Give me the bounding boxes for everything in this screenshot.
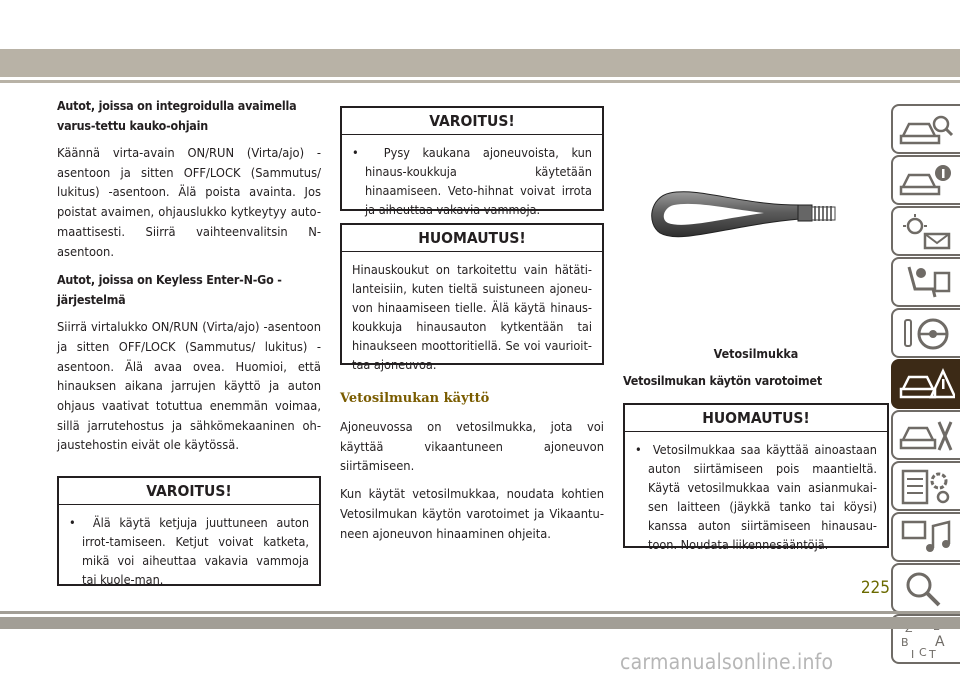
figure-caption: Vetosilmukka (713, 346, 799, 361)
warning-lights-message-icon (899, 212, 955, 252)
tab-steering[interactable] (891, 308, 960, 358)
settings-list-icon (899, 467, 955, 507)
tab-seat-airbag[interactable] (891, 257, 960, 307)
top-band (0, 49, 960, 77)
page-number: 225 (860, 578, 890, 598)
tab-search[interactable] (891, 563, 960, 613)
warning-box-chains (57, 476, 321, 586)
paragraph-tow-eye: Ajoneuvossa on vetosilmukka, jota voi käyttää vikaantuneen ajoneuvon siirtämiseen. (340, 420, 604, 475)
note-text: Hinauskoukut on tarkoitettu vain hätäti-lanteisiin, kuten tieltä suistuneen ajoneu-von hinaamiseen tielle. Älä käytä hinaus-koukkuja hinausauton kytkentään tai hinaukseen moottoritiellä. Se voi vaurioit-taa ajoneuvoa. (352, 262, 592, 372)
note-box-hooks (340, 223, 604, 372)
warning-box-hooks (340, 106, 604, 217)
tab-emergency[interactable] (891, 359, 960, 409)
column-1 (57, 96, 321, 586)
steering-wheel-icon (899, 314, 955, 354)
warning-text: Pysy kaukana ajoneuvoista, kun hinaus-koukkuja käytetään hinaamiseen. Veto-hihnat voivat irrota ja aiheuttaa vakavia vammoja. (365, 145, 592, 217)
paragraph-integrated-key: Käännä virta-avain ON/RUN (Virta/ajo) -asentoon ja sitten OFF/LOCK (Sammutus/ lukitus) -asentoon. Älä poista avainta. Jos poistat avaimen, ohjauslukko kytkeytyy auto-maattisesti. Siirrä vaihteenvalitsin N-asentoon. (57, 146, 321, 260)
note-box-tow-eye (623, 403, 889, 552)
watermark: carmanualsonline.info (620, 650, 834, 674)
tow-eye-image (640, 175, 870, 285)
heading-keyless: Autot, joissa on Keyless Enter-N-Go -järjestelmä (57, 272, 282, 308)
bottom-band (0, 617, 960, 629)
tab-warning-lights[interactable] (891, 206, 960, 256)
tab-multimedia[interactable] (891, 512, 960, 562)
tab-car-search[interactable] (891, 104, 960, 154)
warning-bullet: • Älä käytä ketjuja juuttuneen auton irrot-tamiseen. Ketjut voivat katketa, mikä voi aiheuttaa vakavia vammoja tai kuole-man. (69, 515, 309, 588)
note-title: HUOMAUTUS! (342, 225, 602, 252)
section-title: Vetosilmukan käyttö (340, 391, 490, 406)
tab-car-tools[interactable] (891, 410, 960, 460)
warning-title: VAROITUS! (342, 108, 602, 135)
car-search-icon (899, 110, 955, 150)
note-text: Vetosilmukkaa saa käyttää ainoastaan auton siirtämiseen pois maantieltä. Käytä vetosilmukkaa vain asianmukai-sen laitteen (jäykkä tanko tai köysi) kanssa auton siirtämiseen hinausau-toon. Noudata liikennesääntöjä. (648, 442, 877, 552)
car-warning-icon (899, 365, 955, 405)
top-rule (0, 80, 960, 83)
index-letter: C (919, 646, 927, 659)
index-letter: B (901, 636, 909, 649)
note-title: HUOMAUTUS! (625, 405, 887, 432)
warning-bullet: • Pysy kaukana ajoneuvoista, kun hinaus-koukkuja käytetään hinaamiseen. Veto-hihnat voivat irrota ja aiheuttaa vakavia vammoja. (352, 145, 592, 217)
warning-text: Älä käytä ketjuja juuttuneen auton irrot-tamiseen. Ketjut voivat katketa, mikä voi aiheuttaa vakavia vammoja tai kuole-man. (82, 515, 309, 588)
car-tools-icon (899, 416, 955, 456)
note-bullet: • Vetosilmukkaa saa käyttää ainoastaan auton siirtämiseen pois maantieltä. Käytä vetosilmukkaa vain asianmukai-sen laitteen (jäykkä tanko tai köysi) kanssa auton siirtämiseen hinausau-toon. Noudata liikennesääntöjä. (635, 442, 877, 552)
tab-car-info[interactable] (891, 155, 960, 205)
tab-settings-list[interactable] (891, 461, 960, 511)
paragraph-keyless: Siirrä virtalukko ON/RUN (Virta/ajo) -asentoon ja sitten OFF/LOCK (Sammutus/ lukitus) -asentoon. Älä avaa ovea. Huomioi, että hinauksen aikana jarrujen käyttö ja auton ohjaus vaativat totuttua enemmän voimaa, sillä jarrutehostus ja sähkömekaaninen oh-jaustehostin eivät ole käytössä. (57, 320, 321, 454)
search-icon (899, 569, 955, 609)
bottom-rule (0, 611, 960, 614)
paragraph-tow-eye-instructions: Kun käytät vetosilmukkaa, noudata kohtien Vetosilmukan käytön varotoimet ja Vikaantu-neen ajoneuvon hinaaminen ohjeita. (340, 487, 604, 542)
multimedia-icon (899, 518, 955, 558)
heading-precautions: Vetosilmukan käytön varotoimet (623, 373, 822, 388)
warning-title: VAROITUS! (59, 478, 319, 505)
heading-integrated-key: Autot, joissa on integroidulla avaimella varus-tettu kauko-ohjain (57, 98, 297, 133)
index-letter: I (911, 648, 915, 660)
index-letter: T (929, 648, 936, 660)
index-letter: A (935, 634, 945, 650)
column-2 (340, 106, 604, 552)
column-3 (623, 371, 889, 552)
seat-airbag-icon (899, 263, 955, 303)
car-info-icon (899, 161, 955, 201)
